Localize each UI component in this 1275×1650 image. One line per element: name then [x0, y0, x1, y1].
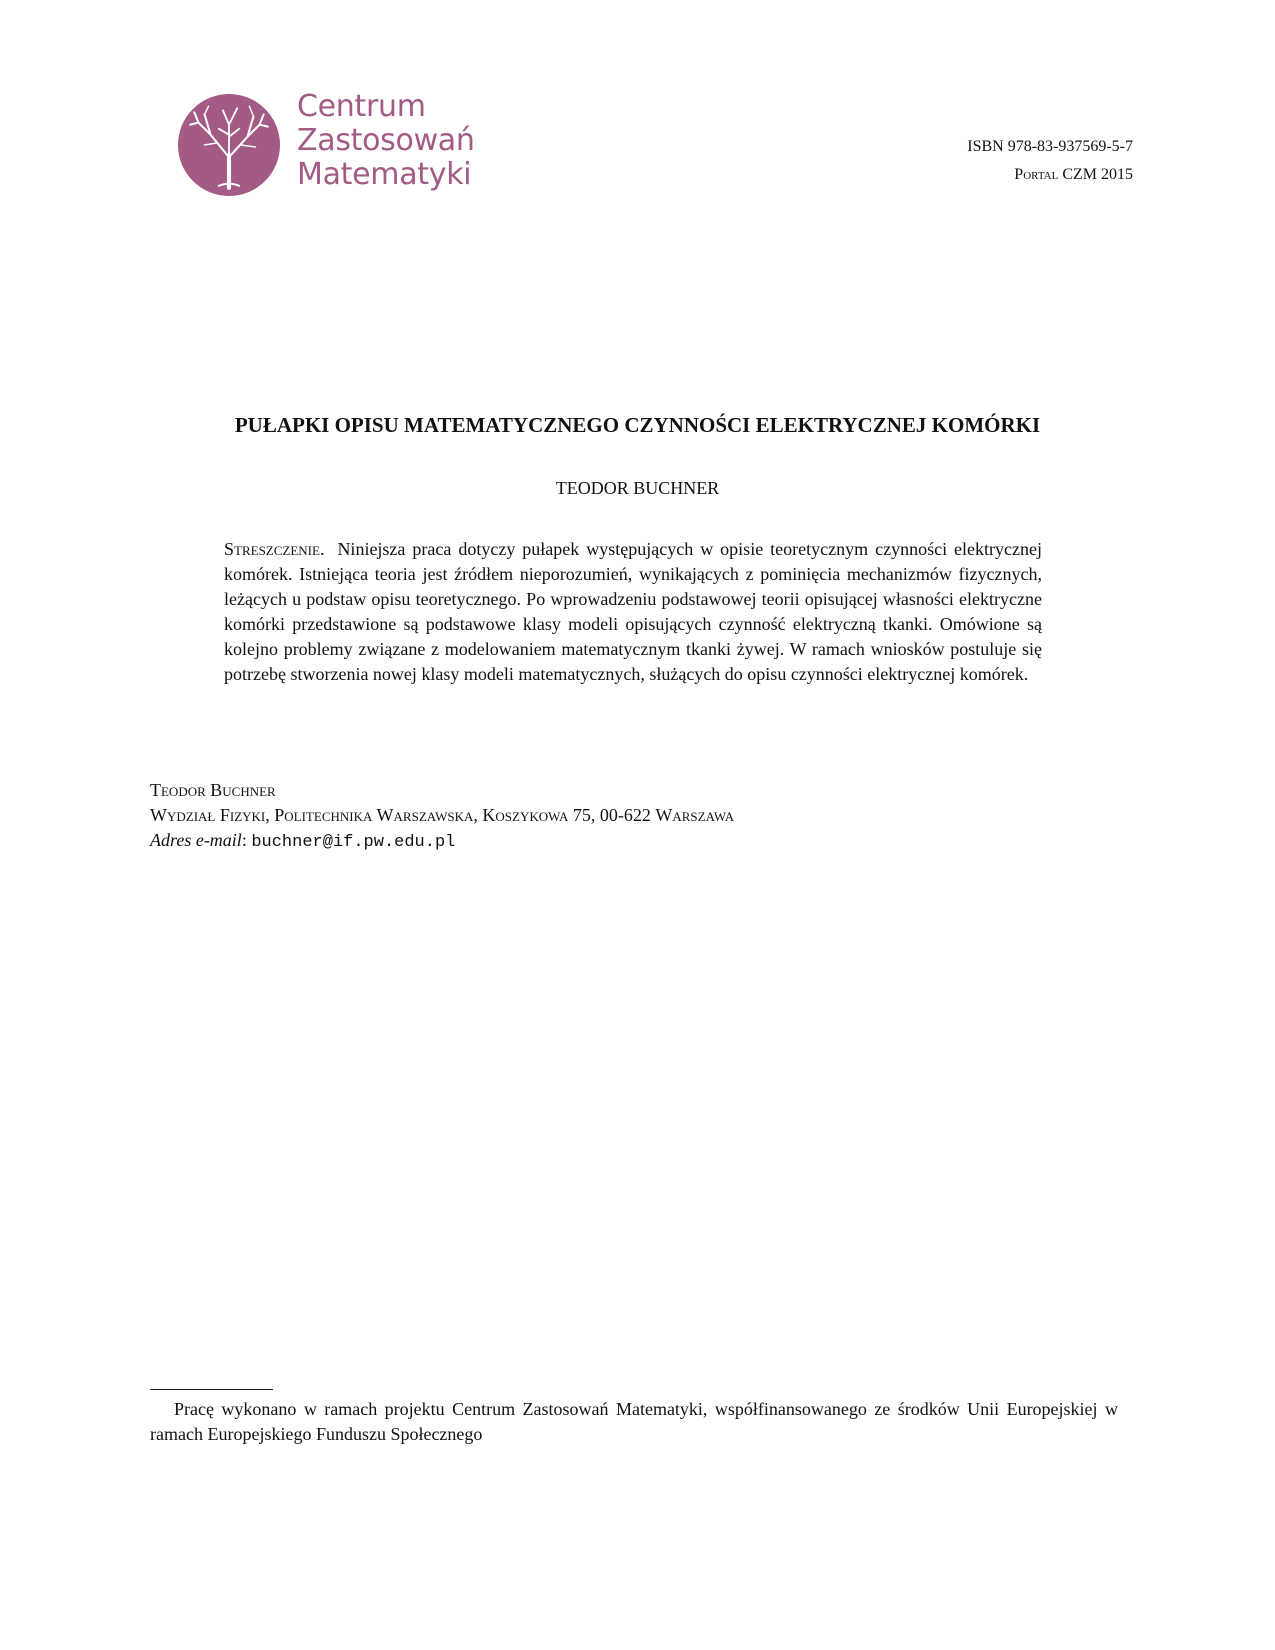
footnote: Pracę wykonano w ramach projektu Centrum Zastosowań Matematyki, współfinansowanego ze środków Unii Europejskiej w ramach Europejskiego Funduszu Społecznego — [150, 1399, 1118, 1444]
logo-line-3: Matematyki — [297, 157, 472, 192]
email-label: Adres e-mail — [150, 830, 242, 850]
abstract — [224, 537, 1042, 687]
tree-circle-icon — [178, 94, 280, 196]
author-name: TEODOR BUCHNER — [555, 478, 720, 498]
czm-logo — [178, 90, 498, 200]
logo-line-1: Centrum — [297, 89, 426, 124]
portal-year: CZM 2015 — [1058, 166, 1133, 183]
logo-line-2: Zastosowań — [297, 123, 475, 158]
abstract-text: Niniejsza praca dotyczy pułapek występujących w opisie teoretycznym czynności elektrycznej komórek. Istniejąca teoria jest źródłem nieporozumień, wynikających z pominięcia mechanizmów fizycznych, leżących u podstaw opisu teoretycznego. Po wprowadzeniu podstawowej teorii opisującej własności elektryczne komórki przedstawione są podstawowe klasy modeli opisujących czynność elektryczną tkanki. Omówione są kolejno problemy związane z modelowaniem matematycznym tkanki żywej. W ramach wniosków postuluje się potrzebę stworzenia nowej klasy modeli matematycznych, służących do opisu czynności elektrycznej komórek. — [224, 539, 1042, 684]
paper-title: PUŁAPKI OPISU MATEMATYCZNEGO CZYNNOŚCI ELEKTRYCZNEJ KOMÓRKI — [234, 413, 1041, 437]
logo-wordmark — [297, 90, 475, 192]
email-line: Adres e-mail: buchner@if.pw.edu.pl — [150, 830, 456, 852]
author-affiliation — [150, 778, 734, 855]
portal-line — [967, 161, 1133, 189]
publication-info — [967, 133, 1133, 189]
portal-word: Portal — [1014, 166, 1059, 183]
affiliation-name: Teodor Buchner — [150, 780, 276, 800]
footnote-divider — [150, 1389, 273, 1390]
abstract-label: Streszczenie. — [224, 539, 325, 559]
email-address[interactable]: buchner@if.pw.edu.pl — [251, 833, 456, 852]
isbn: ISBN 978-83-937569-5-7 — [967, 138, 1133, 155]
affiliation-address: Wydział Fizyki, Politechnika Warszawska, Koszykowa 75, 00-622 Warszawa — [150, 805, 735, 825]
